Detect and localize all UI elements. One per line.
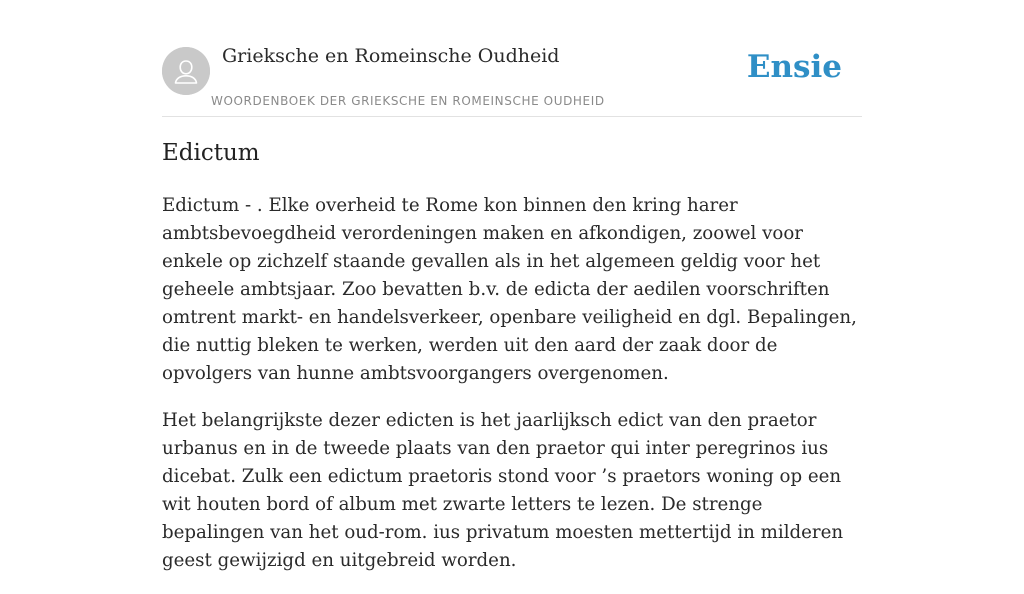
user-silhouette-icon	[162, 47, 210, 95]
source-subtitle-link[interactable]: WOORDENBOEK DER GRIEKSCHE EN ROMEINSCHE OUDHEID	[211, 94, 605, 108]
entry-body	[162, 192, 867, 594]
page-container	[162, 0, 862, 571]
ensie-logo[interactable]: Ensie	[746, 49, 842, 85]
entry-paragraph: Edictum - . Elke overheid te Rome kon binnen den kring harer ambtsbevoegdheid verordeningen maken en afkondigen, zoowel voor enkele op zichzelf staande gevallen als in het algemeen geldig voor het geheele ambtsjaar. Zoo bevatten b.v. de edicta der aedilen voorschriften omtrent markt- en handelsverkeer, openbare veiligheid en dgl. Bepalingen, die nuttig bleken te werken, werden uit den aard der zaak door de opvolgers van hunne ambtsvoorgangers overgenomen.	[162, 195, 857, 384]
entry-paragraph: Het belangrijkste dezer edicten is het jaarlijksch edict van den praetor urbanus en in de tweede plaats van den praetor qui inter peregrinos ius dicebat. Zulk een edictum praetoris stond voor ’s praetors woning op een wit houten bord of album met zwarte letters te lezen. De strenge bepalingen van het oud-rom. ius privatum moesten mettertijd in milderen geest gewijzigd en uitgebreid worden.	[162, 410, 844, 571]
source-title-link[interactable]: Grieksche en Romeinsche Oudheid	[222, 45, 560, 67]
avatar[interactable]	[162, 47, 210, 95]
source-header	[162, 0, 862, 117]
entry-title: Edictum	[162, 140, 260, 166]
